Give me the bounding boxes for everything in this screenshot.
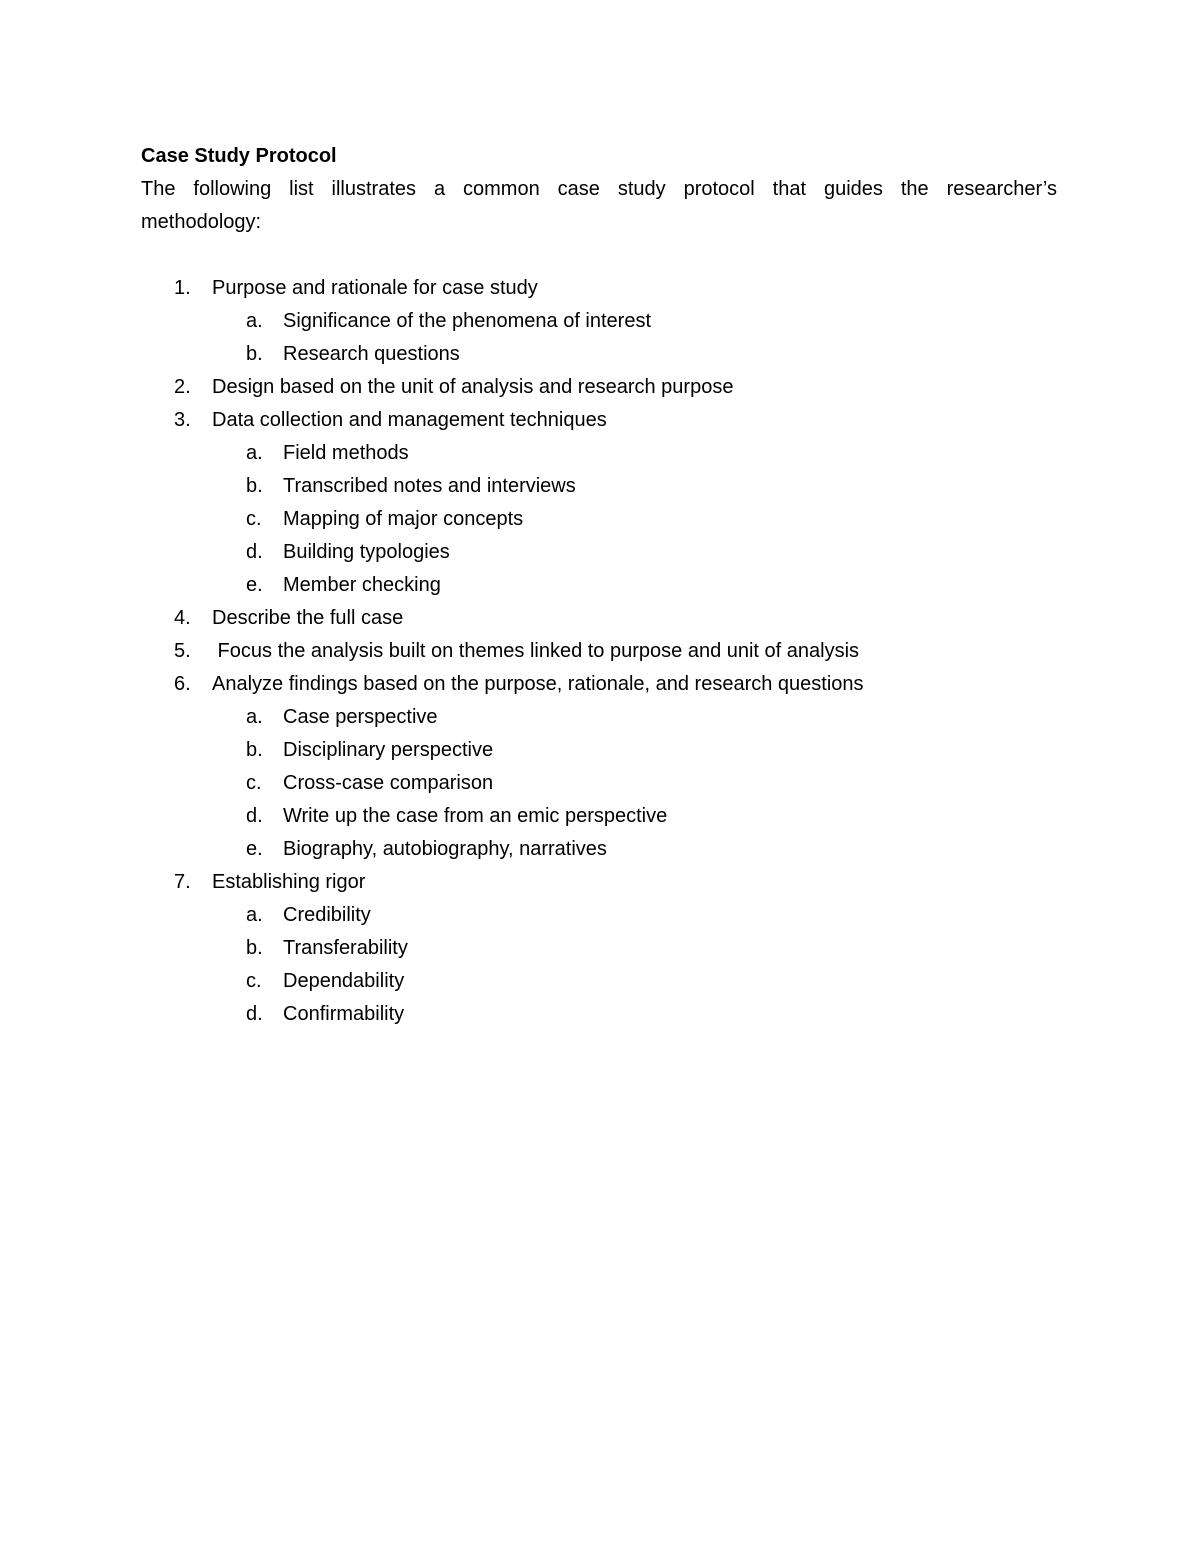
sub-list-item-text: Research questions	[283, 343, 460, 365]
list-item	[0, 635, 1200, 668]
sub-list-item-letter: a.	[246, 442, 263, 464]
list-item-number: 1.	[174, 277, 191, 299]
sub-list-item	[0, 701, 1200, 734]
sub-list-item-letter: c.	[246, 772, 262, 794]
sub-list-item-text: Write up the case from an emic perspective	[283, 805, 668, 827]
sub-list-item	[0, 437, 1200, 470]
sub-list-item	[0, 899, 1200, 932]
list-item	[0, 668, 1200, 701]
sub-list-item	[0, 569, 1200, 602]
list-item-text: Describe the full case	[212, 607, 404, 629]
list-item-text: Establishing rigor	[212, 871, 366, 893]
sub-list-item	[0, 833, 1200, 866]
sub-list-item	[0, 965, 1200, 998]
protocol-list	[0, 272, 1200, 1031]
sub-list-item-letter: b.	[246, 739, 263, 761]
list-item-text: Purpose and rationale for case study	[212, 277, 538, 299]
sub-list-item	[0, 734, 1200, 767]
sub-list-item	[0, 470, 1200, 503]
list-item-text: Data collection and management techniques	[212, 409, 607, 431]
sub-list-item-text: Dependability	[283, 970, 405, 992]
sub-list-item	[0, 767, 1200, 800]
list-item	[0, 404, 1200, 437]
sub-list-item-text: Disciplinary perspective	[283, 739, 494, 761]
sub-list-item-letter: a.	[246, 310, 263, 332]
sub-list-item-letter: a.	[246, 904, 263, 926]
sub-list-item-letter: e.	[246, 574, 263, 596]
sub-list-item-letter: a.	[246, 706, 263, 728]
sub-list-item-letter: c.	[246, 970, 262, 992]
list-item	[0, 371, 1200, 404]
list-item-number: 2.	[174, 376, 191, 398]
sub-list-item	[0, 503, 1200, 536]
list-item-number: 4.	[174, 607, 191, 629]
sub-list-item-text: Significance of the phenomena of interest	[283, 310, 652, 332]
intro-line-2: methodology:	[141, 211, 262, 233]
list-item-number: 3.	[174, 409, 191, 431]
sub-list-item-letter: b.	[246, 475, 263, 497]
list-item	[0, 272, 1200, 305]
sub-list-item	[0, 932, 1200, 965]
list-item	[0, 602, 1200, 635]
sub-list-item-letter: b.	[246, 343, 263, 365]
list-item	[0, 866, 1200, 899]
list-item-number: 6.	[174, 673, 191, 695]
sub-list-item	[0, 536, 1200, 569]
sub-list-item-text: Mapping of major concepts	[283, 508, 524, 530]
sub-list-item-text: Transcribed notes and interviews	[283, 475, 576, 497]
sub-list-item-text: Cross-case comparison	[283, 772, 494, 794]
sub-list-item-text: Transferability	[283, 937, 408, 959]
sub-list-item	[0, 800, 1200, 833]
sub-list-item-letter: e.	[246, 838, 263, 860]
intro-line-1: The following list illustrates a common case study protocol that guides the researcher’s	[141, 178, 1057, 200]
sub-list-item-letter: b.	[246, 937, 263, 959]
sub-list-item-letter: c.	[246, 508, 262, 530]
list-item-text: Design based on the unit of analysis and research purpose	[212, 376, 734, 398]
sub-list-item-letter: d.	[246, 805, 263, 827]
sub-list-item-text: Case perspective	[283, 706, 438, 728]
sub-list-item	[0, 998, 1200, 1031]
sub-list-item	[0, 305, 1200, 338]
document-title: Case Study Protocol	[141, 145, 337, 167]
list-item-number: 5.	[174, 640, 191, 662]
list-item-text: Analyze findings based on the purpose, rationale, and research questions	[212, 673, 864, 695]
sub-list-item-text: Member checking	[283, 574, 441, 596]
sub-list-item	[0, 338, 1200, 371]
sub-list-item-letter: d.	[246, 541, 263, 563]
sub-list-item-letter: d.	[246, 1003, 263, 1025]
sub-list-item-text: Building typologies	[283, 541, 450, 563]
sub-list-item-text: Biography, autobiography, narratives	[283, 838, 607, 860]
sub-list-item-text: Confirmability	[283, 1003, 405, 1025]
list-item-number: 7.	[174, 871, 191, 893]
list-item-text: Focus the analysis built on themes linked to purpose and unit of analysis	[212, 640, 860, 662]
sub-list-item-text: Field methods	[283, 442, 409, 464]
sub-list-item-text: Credibility	[283, 904, 371, 926]
intro-paragraph	[141, 173, 1057, 239]
